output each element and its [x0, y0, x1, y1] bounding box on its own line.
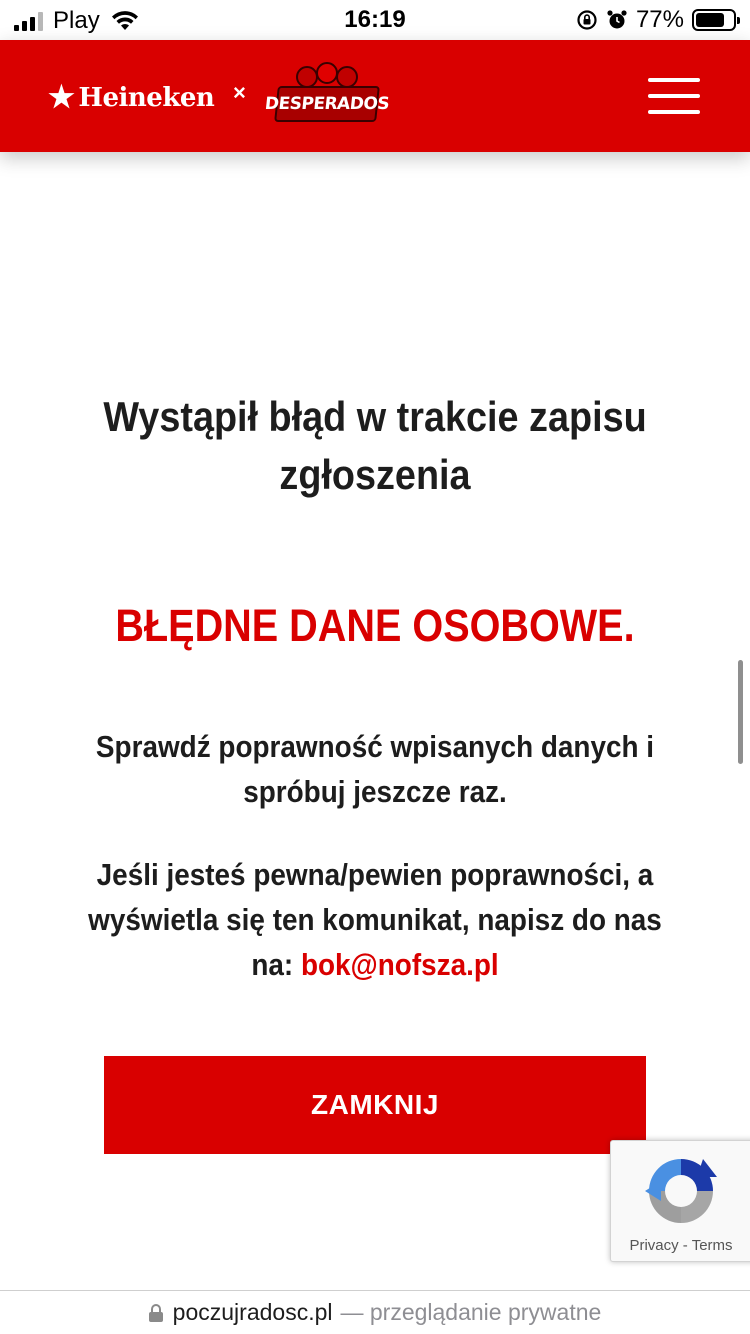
scrollbar[interactable] — [738, 660, 743, 764]
close-button[interactable]: ZAMKNIJ — [104, 1056, 646, 1154]
heineken-logo-text: Heineken — [78, 82, 215, 113]
recaptcha-terms-link[interactable]: Terms — [691, 1237, 733, 1254]
recaptcha-links — [611, 1237, 750, 1254]
contact-email-link[interactable]: bok@nofsza.pl — [300, 947, 499, 982]
brand-separator: × — [233, 80, 246, 105]
rotation-lock-icon — [576, 9, 598, 31]
url-domain: poczujradosc.pl — [172, 1299, 333, 1325]
page-title: Wystąpił błąd w trakcie zapisu zgłoszenia — [103, 393, 647, 498]
status-bar — [0, 0, 750, 40]
error-message: Sprawdź poprawność wpisanych danych i spróbuj jeszcze raz. — [95, 729, 655, 809]
private-browsing-note: — przeglądanie prywatne — [340, 1299, 602, 1325]
desperados-logo[interactable] — [263, 62, 391, 128]
lock-icon — [149, 1304, 163, 1322]
desperados-logo-text: DESPERADOS — [263, 94, 391, 114]
hamburger-menu-button[interactable] — [648, 78, 700, 114]
battery-icon — [692, 9, 736, 31]
recaptcha-badge[interactable] — [610, 1140, 750, 1262]
carrier-name: Play — [53, 7, 100, 34]
contact-message — [74, 852, 677, 987]
heineken-logo[interactable] — [48, 80, 214, 115]
battery-percentage: 77% — [635, 6, 684, 33]
recaptcha-icon — [641, 1151, 721, 1231]
star-icon: ★ — [48, 80, 75, 115]
recaptcha-links-separator: - — [682, 1237, 688, 1254]
error-heading: BŁĘDNE DANE OSOBOWE. — [115, 600, 635, 651]
recaptcha-privacy-link[interactable]: Privacy — [629, 1237, 679, 1254]
site-header — [0, 40, 750, 152]
status-right — [576, 6, 736, 34]
alarm-icon — [606, 9, 628, 31]
status-time: 16:19 — [344, 6, 406, 33]
contact-message-text: Jeśli jesteś pewna/pewien poprawności, a wyświetla się ten komunikat, napisz do nas na: — [88, 857, 662, 982]
address-bar[interactable] — [0, 1290, 750, 1334]
